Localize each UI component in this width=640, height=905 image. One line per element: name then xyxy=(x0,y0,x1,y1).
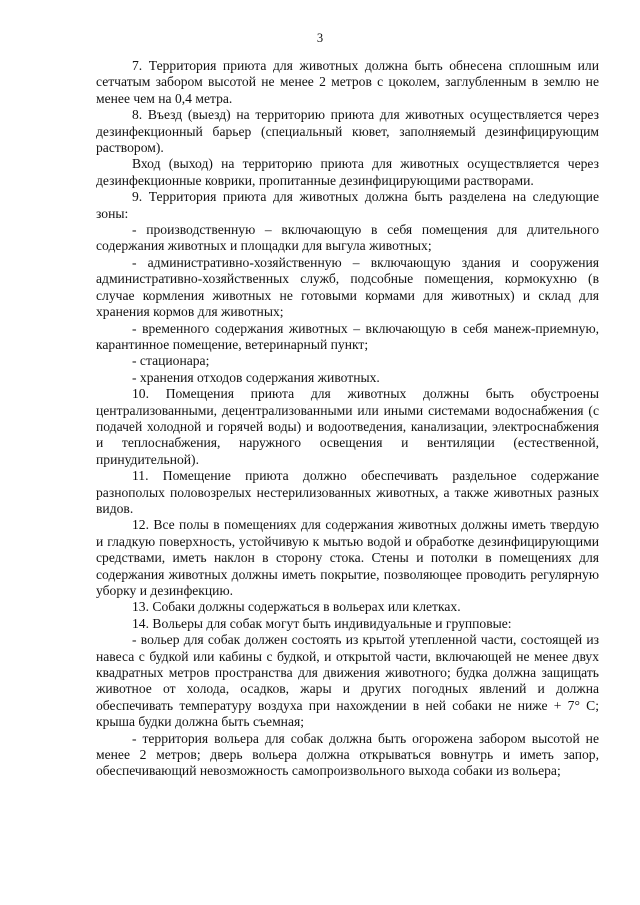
zone-temporary-keeping: - временного содержания животных – включающую в себя манеж-приемную, карантинное помещение, ветеринарный пункт; xyxy=(96,320,599,352)
page-number: 3 xyxy=(316,31,324,45)
paragraph-13-dogs-enclosures: 13. Собаки должны содержаться в вольерах или клетках. xyxy=(132,599,461,615)
zone-production: - производственную – включающую в себя помещения для длительного содержания животных и площадки для выгула животных; xyxy=(96,222,599,254)
enclosure-structure: - вольер для собак должен состоять из крытой утепленной части, состоящей из навеса с будкой или кабины с будкой, и открытой части, включающей не менее двух квадратных метров пространства для движения животного; будка должна защищать животное от холода, осадков, жары и других погодных явлений и должна обеспечивать температуру воздуха при нахождении в ней собаки не ниже + 7° С; крыша будки должна быть съемная; xyxy=(96,632,599,730)
zone-administrative: - административно-хозяйственную – включающую здания и сооружения административно-хозяйственных служб, подсобные помещения, кормокухню (в случае кормления животных не готовыми кормами для животных) и склад для хранения кормов для животных; xyxy=(96,254,599,320)
enclosure-fence-door: - территория вольера для собак должна быть огорожена забором высотой не менее 2 метров; дверь вольера должна открываться вовнутрь и иметь запор, обеспечивающий невозможность самопроизвольного выхода собаки из вольера; xyxy=(96,730,599,779)
zone-waste-storage: - хранения отходов содержания животных. xyxy=(132,369,380,385)
paragraph-9-zones: 9. Территория приюта для животных должна быть разделена на следующие зоны: xyxy=(96,189,599,221)
paragraph-12-floors-walls: 12. Все полы в помещениях для содержания животных должны иметь твердую и гладкую поверхность, устойчивую к мытью водой и обработке дезинфицирующими средствами, иметь наклон в сторону стока. Стены и потолки в помещениях для содержания животных должны иметь покрытие, позволяющее проводить регулярную уборку и дезинфекцию. xyxy=(96,517,599,598)
paragraph-7-fence: 7. Территория приюта для животных должна быть обнесена сплошным или сетчатым забором высотой не менее 2 метров с цоколем, заглубленным в землю не менее чем на 0,4 метра. xyxy=(96,58,599,106)
zone-hospital: - стационара; xyxy=(132,353,210,369)
paragraph-11-separate-keeping: 11. Помещение приюта должно обеспечивать раздельное содержание разнополых половозрелых нестерилизованных животных, а также животных разных видов. xyxy=(96,468,599,516)
paragraph-8-entry-barrier: 8. Въезд (выезд) на территорию приюта для животных осуществляется через дезинфекционный барьер (специальный кювет, заполняемый дезинфицирующим раствором). xyxy=(96,107,599,156)
document-body xyxy=(96,58,599,780)
paragraph-8-entrance-mats: Вход (выход) на территорию приюта для животных осуществляется через дезинфекционные коврики, пропитанные дезинфицирующими растворами. xyxy=(96,156,599,188)
paragraph-10-utilities: 10. Помещения приюта для животных должны быть обустроены централизованными, децентрализованными или иными системами водоснабжения (с подачей холодной и горячей воды) и водоотведения, канализации, электроснабжения и теплоснабжения, наружного освещения и вентиляции (естественной, принудительной). xyxy=(96,386,599,467)
paragraph-14-enclosure-types: 14. Вольеры для собак могут быть индивидуальные и групповые: xyxy=(132,615,512,631)
